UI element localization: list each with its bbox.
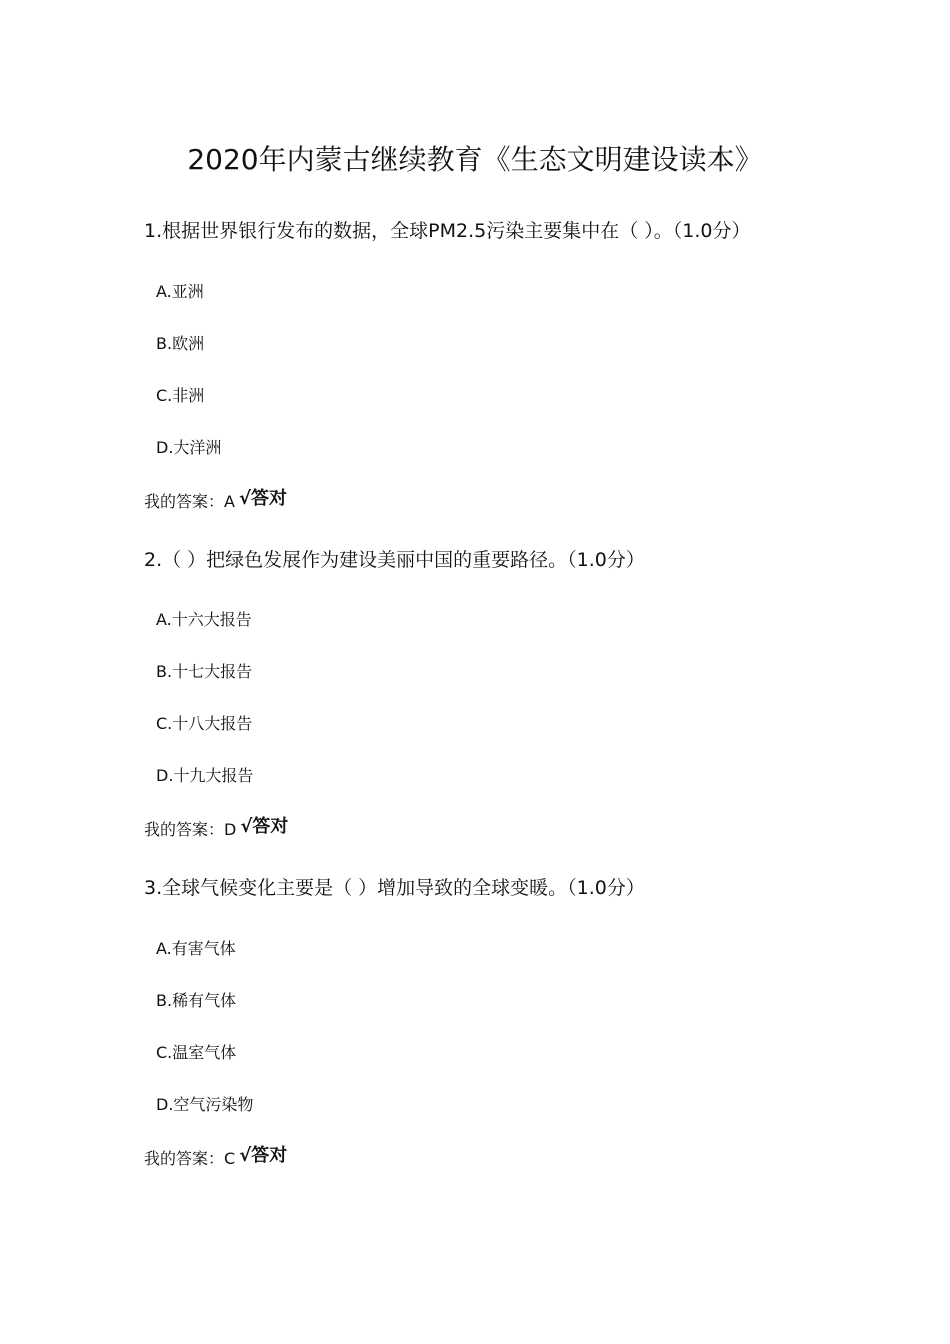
question-1-option-d: D.大洋洲 [156,438,222,457]
check-icon: √ [239,1145,252,1166]
question-2-text: 2.（ ）把绿色发展作为建设美丽中国的重要路径。（1.0分） [144,549,645,571]
answer-result [239,1145,287,1166]
question-2-option-a: A.十六大报告 [156,610,252,629]
question-2-option-d: D.十九大报告 [156,766,254,785]
answer-label: 我的答案：C [144,1149,236,1168]
question-3-option-d: D.空气污染物 [156,1095,254,1114]
question-3-text: 3.全球气候变化主要是（ ）增加导致的全球变暖。（1.0分） [144,877,645,899]
result-text: 答对 [252,816,289,837]
question-3-option-c: C.温室气体 [156,1043,237,1062]
question-1-option-c: C.非洲 [156,386,205,405]
question-3-answer [144,1146,287,1172]
question-3-option-b: B.稀有气体 [156,991,237,1010]
question-2-answer [144,817,288,843]
result-text: 答对 [251,1145,288,1166]
document-title: 2020年内蒙古继续教育《生态文明建设读本》 [187,143,763,176]
answer-label: 我的答案：D [144,820,237,839]
question-1-answer [144,489,287,515]
answer-result [239,488,287,509]
answer-result [240,816,288,837]
result-text: 答对 [250,488,287,509]
check-icon: √ [240,816,253,837]
question-2-option-c: C.十八大报告 [156,714,253,733]
check-icon: √ [238,488,251,509]
question-3-option-a: A.有害气体 [156,939,236,958]
question-2-option-b: B.十七大报告 [156,662,253,681]
question-1-option-a: A.亚洲 [156,282,204,301]
question-1-option-b: B.欧洲 [156,334,205,353]
answer-label: 我的答案：A [144,492,235,511]
question-1-text: 1.根据世界银行发布的数据，全球PM2.5污染主要集中在（ ）。（1.0分） [144,220,751,242]
